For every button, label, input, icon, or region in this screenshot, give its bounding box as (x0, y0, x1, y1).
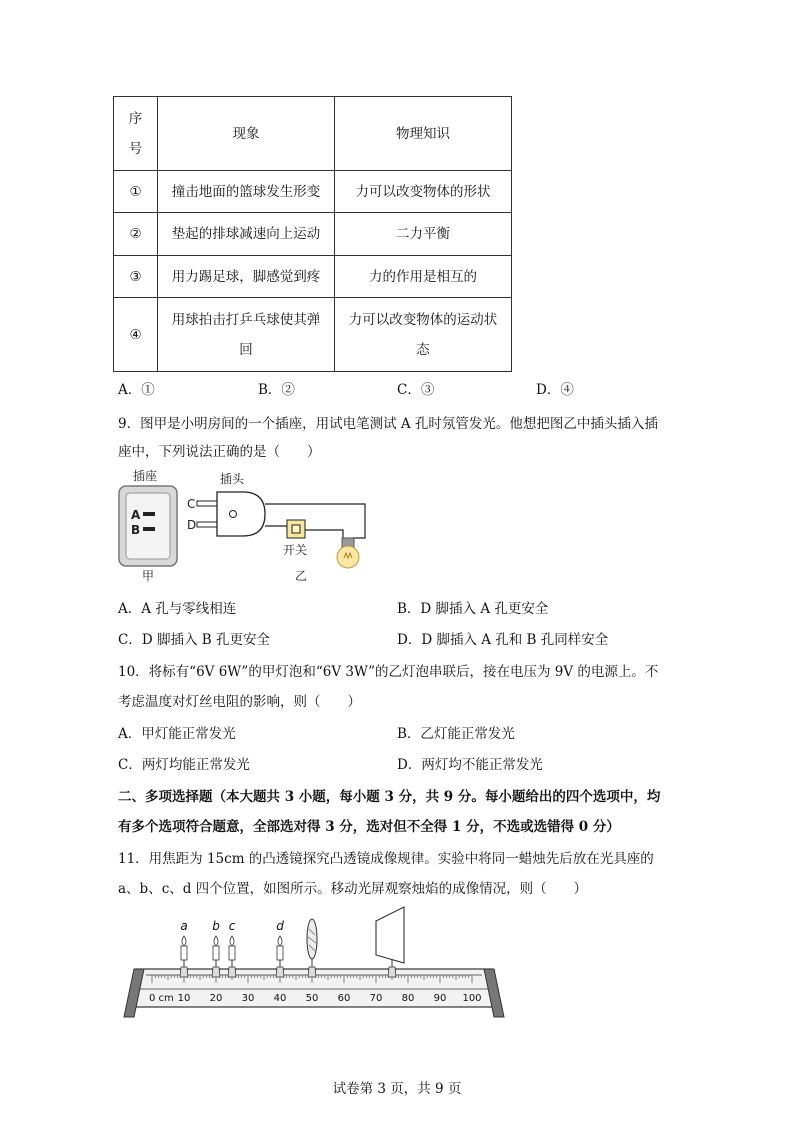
candle-body (229, 946, 235, 960)
tick-label: 90 (433, 993, 447, 1004)
pin-d-label: D (187, 518, 197, 532)
candle-body (213, 946, 219, 960)
section2-heading-line2: 有多个选项符合题意，全部选对得 3 分，选对但不全得 1 分，不选或选错得 0 分） (118, 819, 620, 835)
q10-option-d[interactable]: D．两灯均不能正常发光 (397, 757, 543, 773)
q8-option-b[interactable]: B．② (258, 382, 295, 398)
table-row (114, 256, 512, 298)
hole-a-label: A (131, 508, 141, 522)
screen-holder (388, 967, 396, 977)
table-cell: 力可以改变物体的运动状态 (335, 298, 512, 372)
tick-label: 70 (369, 993, 383, 1004)
pin-c (197, 501, 217, 506)
candles-group (180, 919, 284, 977)
q9-stem-line1: 9．图甲是小明房间的一个插座，用试电笔测试 A 孔时氖管发光。他想把图乙中插头插入插 (118, 416, 658, 432)
candle-label: b (212, 919, 220, 933)
caption-jia: 甲 (142, 569, 155, 583)
q10-option-c[interactable]: C．两灯均能正常发光 (118, 757, 250, 773)
q10-stem-line1: 10．将标有“6V 6W”的甲灯泡和“6V 3W”的乙灯泡串联后，接在电压为 9V 的电源上。不 (118, 664, 659, 680)
hole-a (143, 512, 155, 516)
screen-group (376, 907, 404, 977)
table-header-knowledge: 物理知识 (335, 97, 512, 171)
pin-c-label: C (187, 497, 196, 511)
q8-option-d[interactable]: D．④ (536, 382, 574, 398)
wire-top (265, 504, 365, 538)
switch-button (292, 525, 300, 533)
tick-label: 20 (209, 993, 223, 1004)
q9-option-c[interactable]: C．D 脚插入 B 孔更安全 (118, 632, 270, 648)
q11-stem-line1: 11．用焦距为 15cm 的凸透镜探究凸透镜成像规律。实验中将同一蜡烛先后放在光具座的 (118, 851, 654, 867)
table-cell: ③ (114, 256, 158, 298)
tick-label: 100 (462, 993, 482, 1004)
candle-label: c (228, 919, 236, 933)
candle-body (181, 946, 187, 960)
table-header-index: 序号 (114, 97, 158, 171)
table-cell: ② (114, 213, 158, 256)
q9-stem-line2: 座中，下列说法正确的是（ ） (118, 444, 321, 460)
lens-holder (308, 967, 316, 977)
q10-option-b[interactable]: B．乙灯能正常发光 (397, 726, 515, 742)
table-cell: 力的作用是相互的 (335, 256, 512, 298)
hole-b (143, 527, 155, 531)
candle-holder (276, 967, 284, 977)
candle-holder (212, 967, 220, 977)
table-header-phenomenon: 现象 (158, 97, 335, 171)
candle-body (277, 946, 283, 960)
candle-flame-icon (230, 936, 234, 946)
table-cell: 撞击地面的篮球发生形变 (158, 171, 335, 213)
q11-stem-line2: a、b、c、d 四个位置，如图所示。移动光屏观察烛焰的成像情况，则（ ） (118, 881, 588, 897)
plug-screw (230, 511, 237, 518)
candle-flame-icon (214, 936, 218, 946)
tick-label: 0 cm (149, 993, 174, 1004)
tick-label: 60 (337, 993, 351, 1004)
switch-label: 开关 (283, 543, 308, 557)
tick-label: 40 (273, 993, 287, 1004)
hole-b-label: B (131, 523, 141, 537)
optical-bench-figure (120, 905, 510, 1023)
candle-flame-icon (278, 936, 282, 946)
page-footer: 试卷第 3 页，共 9 页 (332, 1081, 462, 1097)
candle-flame-icon (182, 936, 186, 946)
tick-label: 80 (401, 993, 415, 1004)
plug-label: 插头 (220, 472, 245, 486)
plug-body (217, 492, 265, 536)
table-cell: 用球拍击打乒乓球使其弹回 (158, 298, 335, 372)
wire-switch-lamp (304, 530, 343, 540)
table-row (114, 298, 512, 372)
table-cell: 力可以改变物体的形状 (335, 171, 512, 213)
table-cell: 二力平衡 (335, 213, 512, 256)
light-screen (376, 907, 404, 963)
tick-label: 30 (241, 993, 255, 1004)
table-header-row (114, 97, 512, 171)
q8-option-c[interactable]: C．③ (397, 382, 435, 398)
table-cell: 用力踢足球，脚感觉到疼 (158, 256, 335, 298)
q9-option-a[interactable]: A．A 孔与零线相连 (118, 601, 237, 617)
tick-label: 10 (177, 993, 191, 1004)
physics-table (113, 96, 512, 372)
tick-label: 50 (305, 993, 319, 1004)
candle-holder (180, 967, 188, 977)
convex-lens (307, 919, 317, 959)
caption-yi: 乙 (295, 569, 308, 583)
candle-label: a (180, 919, 188, 933)
table-cell: ④ (114, 298, 158, 372)
candle-label: d (276, 919, 284, 933)
candle-holder (228, 967, 236, 977)
q9-option-b[interactable]: B．D 脚插入 A 孔更安全 (397, 601, 549, 617)
lens-group (307, 919, 317, 977)
table-row (114, 213, 512, 256)
pin-d (197, 522, 217, 527)
socket-label: 插座 (133, 469, 158, 483)
q10-stem-line2: 考虑温度对灯丝电阻的影响，则（ ） (118, 694, 361, 710)
table-cell: ① (114, 171, 158, 213)
wire-bottom (265, 526, 287, 530)
q8-option-a[interactable]: A．① (118, 382, 155, 398)
table-cell: 垫起的排球减速向上运动 (158, 213, 335, 256)
q9-figure (115, 466, 385, 586)
table-row (114, 171, 512, 213)
q9-option-d[interactable]: D．D 脚插入 A 孔和 B 孔同样安全 (397, 632, 609, 648)
section2-heading-line1: 二、多项选择题（本大题共 3 小题，每小题 3 分，共 9 分。每小题给出的四个选项中，均 (118, 789, 661, 805)
q10-option-a[interactable]: A．甲灯能正常发光 (118, 726, 236, 742)
